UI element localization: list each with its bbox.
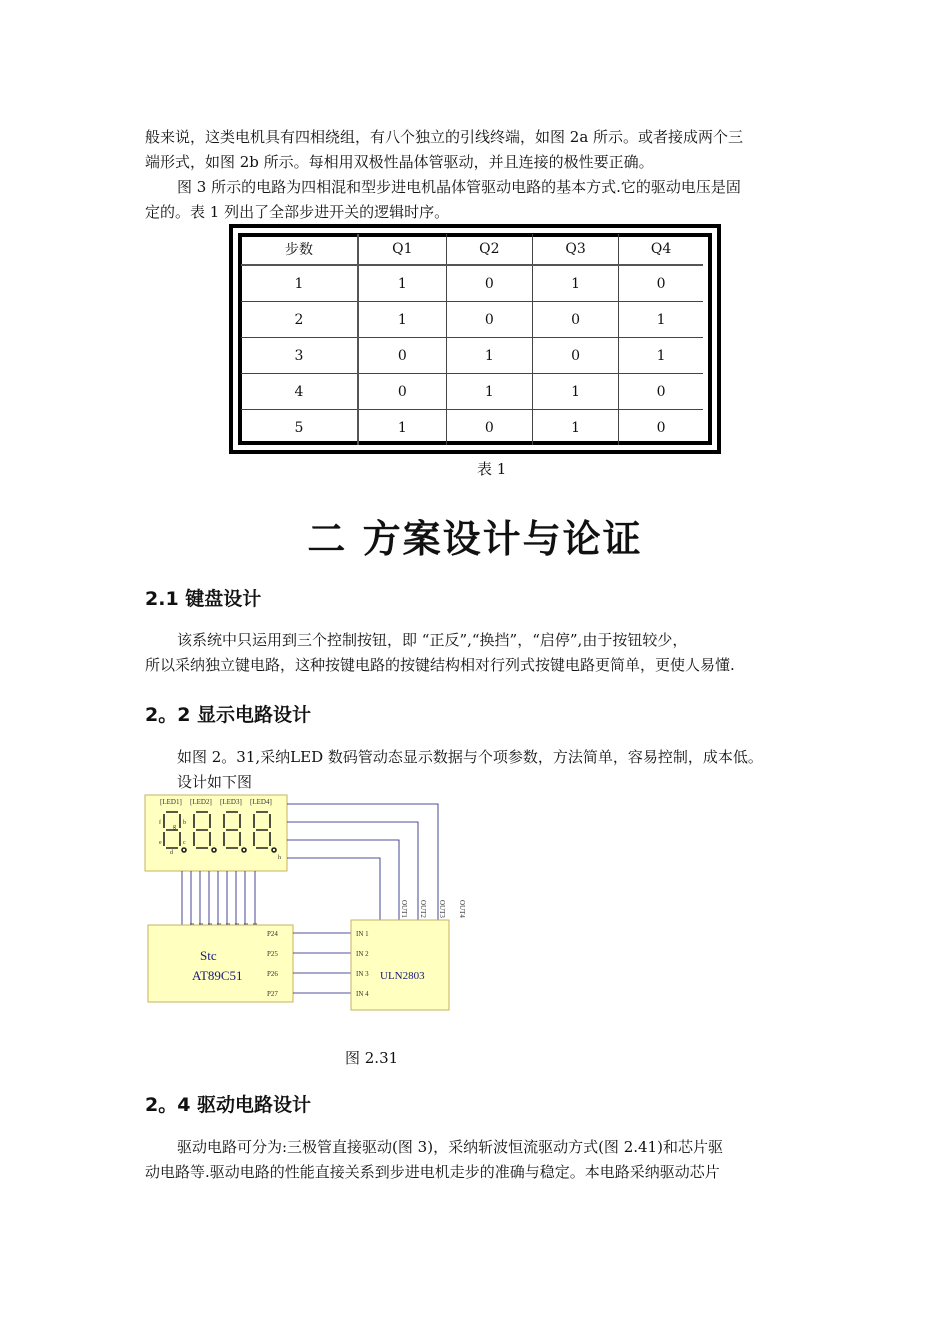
- driver-input-label: IN 3: [356, 970, 369, 978]
- driver-output-label: OUT3: [438, 900, 446, 918]
- table-cell: 0: [532, 338, 618, 374]
- table-cell: 1: [358, 302, 446, 338]
- table-cell: 1: [446, 338, 532, 374]
- segment-letter: e: [159, 840, 162, 846]
- table-cell: 1: [532, 410, 618, 446]
- table-cell: 0: [446, 265, 532, 302]
- paragraph-line: 驱动电路可分为:三极管直接驱动(图 3)，采纳斩波恒流驱动方式(图 2.41)和芯片驱: [177, 1138, 723, 1156]
- logic-sequence-table: [241, 234, 703, 445]
- segment-letter: c: [183, 840, 186, 846]
- driver-output-label: OUT4: [458, 900, 466, 918]
- table-cell: 1: [446, 374, 532, 410]
- driver-output-label: OUT1: [400, 900, 408, 918]
- table-row: [241, 302, 703, 338]
- table-header: 步数: [241, 234, 358, 265]
- segment-letter: d: [170, 850, 173, 856]
- table-header: Q3: [532, 234, 618, 265]
- paragraph-line: 动电路等.驱动电路的性能直接关系到步进电机走步的准确与稳定。本电路采纳驱动芯片: [145, 1163, 720, 1181]
- table-caption: 表 1: [477, 460, 507, 478]
- table-row: [241, 410, 703, 446]
- figure-caption: 图 2.31: [345, 1049, 399, 1067]
- led1-label: [LED1]: [160, 798, 182, 806]
- mcu-driver-wires: [293, 933, 351, 993]
- driver-input-label: IN 1: [356, 930, 369, 938]
- table-row: [241, 338, 703, 374]
- table-cell: 1: [532, 374, 618, 410]
- section-heading-2-1: 2.1 键盘设计: [145, 588, 262, 610]
- table-cell: 4: [241, 374, 358, 410]
- paragraph-line: 设计如下图: [177, 773, 253, 791]
- driver-output-label: OUT2: [419, 900, 427, 918]
- mcu-pin-label: P24: [267, 930, 278, 938]
- mcu-pin-label: P25: [267, 950, 278, 958]
- mcu-pin-label: P26: [267, 970, 278, 978]
- table-cell: 0: [532, 302, 618, 338]
- led2-label: [LED2]: [190, 798, 212, 806]
- table-cell: 1: [619, 338, 703, 374]
- led-display-block: [145, 795, 287, 871]
- table-cell: 3: [241, 338, 358, 374]
- table-cell: 1: [241, 265, 358, 302]
- table-cell: 2: [241, 302, 358, 338]
- table-cell: 0: [619, 410, 703, 446]
- segment-letter: g: [173, 824, 176, 830]
- table-cell: 0: [619, 374, 703, 410]
- chapter-heading: 二 方案设计与论证: [307, 517, 643, 561]
- segment-letter: b: [183, 820, 186, 826]
- table-header: Q1: [358, 234, 446, 265]
- paragraph-line: 如图 2。31,采纳LED 数码管动态显示数据与个项参数，方法简单，容易控制，成本低。: [177, 748, 763, 766]
- section-heading-2-2: 2。2 显示电路设计: [145, 704, 312, 726]
- table-cell: 1: [619, 302, 703, 338]
- paragraph-line: 该系统中只运用到三个控制按钮，即 “正反”,“换挡”，“启停”,由于按钮较少，: [177, 631, 688, 649]
- logic-table-frame: [229, 224, 721, 454]
- table-cell: 0: [619, 265, 703, 302]
- table-cell: 5: [241, 410, 358, 446]
- paragraph-line: 般来说，这类电机具有四相绕组，有八个独立的引线终端，如图 2a 所示。或者接成两个三: [145, 128, 744, 146]
- driver-input-label: IN 2: [356, 950, 369, 958]
- port-wires: [182, 871, 255, 925]
- mcu-pin-label: P27: [267, 990, 278, 998]
- paragraph-line: 定的。表 1 列出了全部步进开关的逻辑时序。: [145, 203, 450, 221]
- led4-label: [LED4]: [250, 798, 272, 806]
- table-row: [241, 374, 703, 410]
- mcu-name-line-2: AT89C51: [192, 968, 243, 983]
- table-cell: 1: [532, 265, 618, 302]
- table-cell: 0: [358, 338, 446, 374]
- segment-letter: f: [159, 820, 161, 826]
- table-header: Q4: [619, 234, 703, 265]
- table-cell: 0: [446, 410, 532, 446]
- led-display-circuit-diagram: [140, 790, 480, 1020]
- mcu-name-line-1: Stc: [200, 948, 217, 963]
- digit-select-wires: [287, 804, 438, 920]
- table-header: Q2: [446, 234, 532, 265]
- segment-letter: h: [278, 855, 281, 861]
- driver-name: ULN2803: [380, 970, 425, 982]
- section-heading-2-4: 2。4 驱动电路设计: [145, 1094, 312, 1116]
- table-cell: 0: [358, 374, 446, 410]
- table-cell: 1: [358, 265, 446, 302]
- paragraph-line: 端形式，如图 2b 所示。每相用双极性晶体管驱动，并且连接的极性要正确。: [145, 153, 654, 171]
- table-cell: 1: [358, 410, 446, 446]
- led3-label: [LED3]: [220, 798, 242, 806]
- driver-input-label: IN 4: [356, 990, 369, 998]
- table-row: [241, 265, 703, 302]
- paragraph-line: 图 3 所示的电路为四相混和型步进电机晶体管驱动电路的基本方式.它的驱动电压是固: [177, 178, 741, 196]
- table-cell: 0: [446, 302, 532, 338]
- paragraph-line: 所以采纳独立键电路，这种按键电路的按键结构相对行列式按键电路更简单，更使人易懂.: [145, 656, 735, 674]
- table-header-row: [241, 234, 703, 265]
